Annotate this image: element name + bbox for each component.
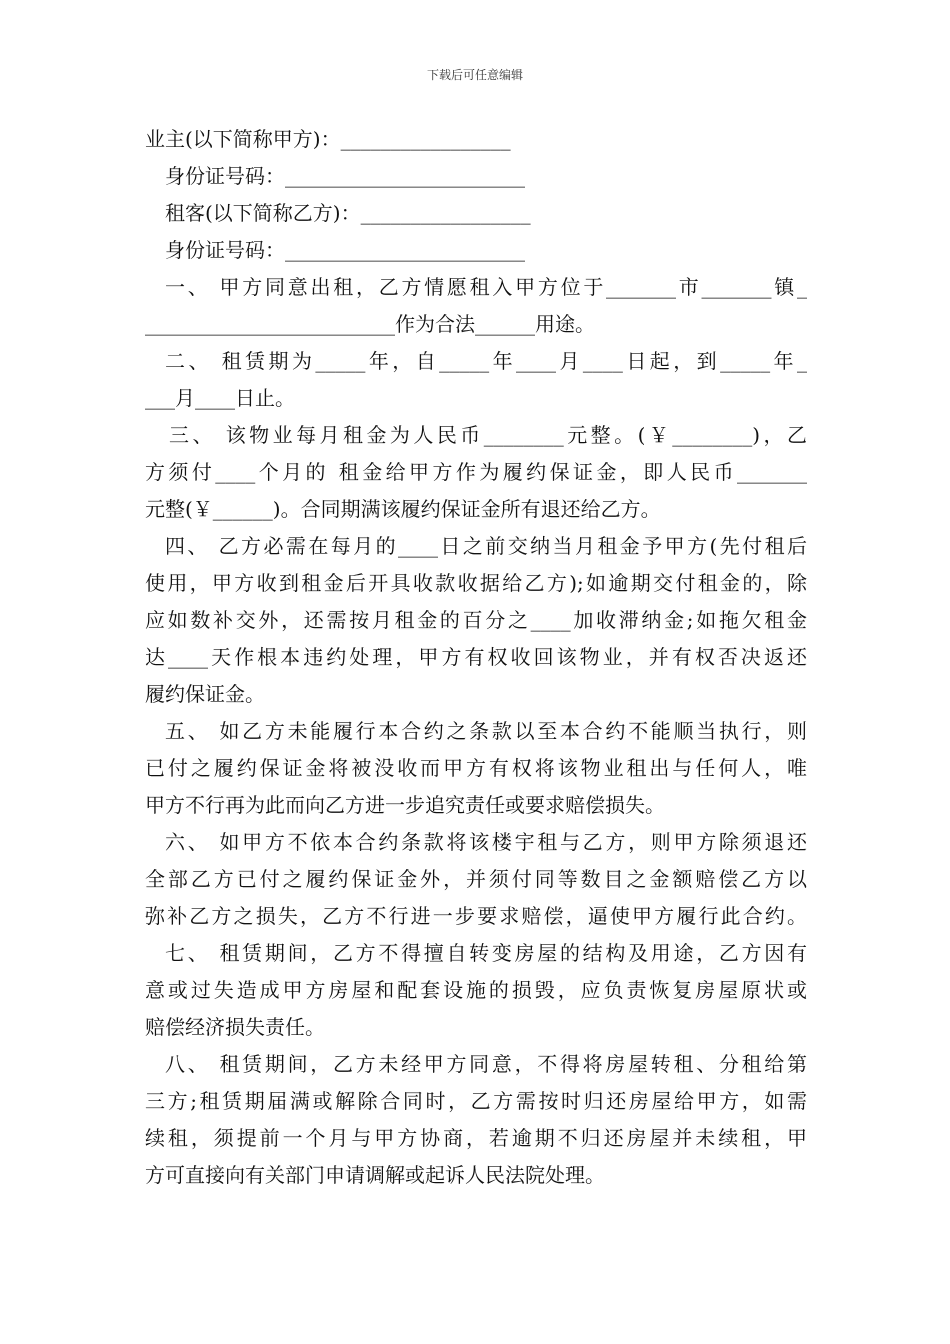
text-line: 租客(以下简称乙方)：_________________ xyxy=(165,201,531,225)
text-line: 一、 甲方同意出租，乙方情愿租入甲方位于_______市_______镇_ xyxy=(165,275,807,299)
text-line: 八、 租赁期间，乙方未经甲方同意，不得将房屋转租、分租给第 xyxy=(165,1052,807,1076)
text-line: 已付之履约保证金将被没收而甲方有权将该物业租出与任何人，唯 xyxy=(145,756,807,780)
text-line: 业主(以下简称甲方)：_________________ xyxy=(145,127,511,151)
text-line: ___月____日止。 xyxy=(145,386,295,410)
text-line: 方可直接向有关部门申请调解或起诉人民法院处理。 xyxy=(145,1163,605,1187)
text-line: 赔偿经济损失责任。 xyxy=(145,1015,325,1039)
text-line: 意或过失造成甲方房屋和配套设施的损毁，应负责恢复房屋原状或 xyxy=(145,978,807,1002)
text-line: 身份证号码：________________________ xyxy=(165,164,525,188)
text-line: 达____天作根本违约处理，甲方有权收回该物业，并有权否决返还 xyxy=(145,645,807,669)
text-line: 四、 乙方必需在每月的____日之前交纳当月租金予甲方(先付租后 xyxy=(165,534,807,558)
text-line: 方须付____个月的 租金给甲方作为履约保证金，即人民币_______ xyxy=(145,460,807,484)
page-header: 下载后可任意编辑 xyxy=(426,68,523,82)
text-line: 履约保证金。 xyxy=(145,682,265,706)
text-line: 甲方不行再为此而向乙方进一步追究责任或要求赔偿损失。 xyxy=(145,793,665,817)
text-line: 续租，须提前一个月与甲方协商，若逾期不归还房屋并未续租，甲 xyxy=(145,1126,807,1150)
text-line: 元整(￥______)。合同期满该履约保证金所有退还给乙方。 xyxy=(145,497,661,521)
contract-body xyxy=(145,121,807,1194)
text-line: 二、 租赁期为_____年，自_____年____月____日起，到_____年_ xyxy=(165,349,807,373)
text-line: 三方;租赁期届满或解除合同时，乙方需按时归还房屋给甲方，如需 xyxy=(145,1089,807,1113)
text-line: 七、 租赁期间，乙方不得擅自转变房屋的结构及用途，乙方因有 xyxy=(165,941,807,965)
text-line: 应如数补交外，还需按月租金的百分之____加收滞纳金;如拖欠租金 xyxy=(145,608,807,632)
text-line: 全部乙方已付之履约保证金外，并须付同等数目之金额赔偿乙方以 xyxy=(145,867,807,891)
text-line: 三、 该物业每月租金为人民币________元整。(￥________)，乙 xyxy=(169,423,807,447)
text-line: 身份证号码：________________________ xyxy=(165,238,525,262)
text-line: 使用，甲方收到租金后开具收款收据给乙方);如逾期交付租金的，除 xyxy=(145,571,807,595)
text-line: 五、 如乙方未能履行本合约之条款以至本合约不能顺当执行，则 xyxy=(165,719,807,743)
text-line: _________________________作为合法______用途。 xyxy=(145,312,595,336)
text-line: 弥补乙方之损失，乙方不行进一步要求赔偿，逼使甲方履行此合约。 xyxy=(145,904,807,928)
text-line: 六、 如甲方不依本合约条款将该楼宇租与乙方，则甲方除须退还 xyxy=(165,830,807,854)
